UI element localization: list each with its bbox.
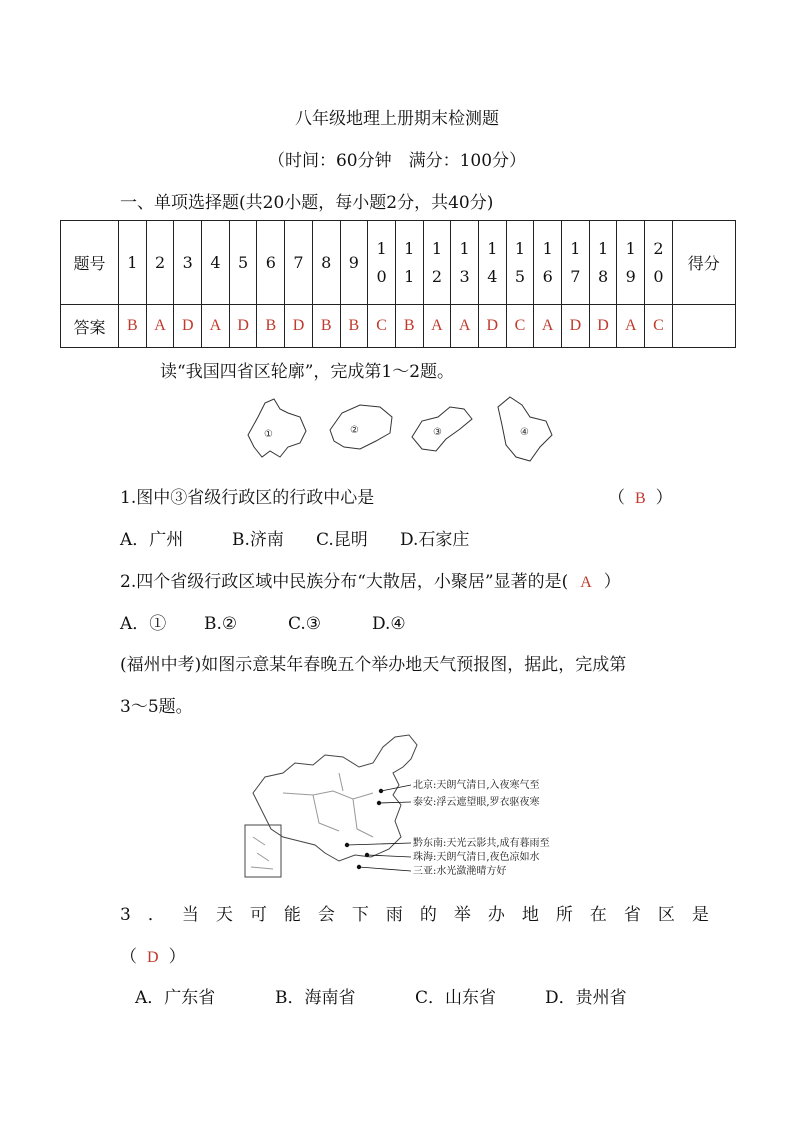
- question-1-stem: 1.图中③省级行政区的行政中心是: [120, 488, 375, 508]
- question-number-digit: 0: [376, 266, 387, 286]
- province-outline-2: [330, 405, 392, 449]
- section-heading: 一、单项选择题(共20小题，每小题2分，共40分): [120, 193, 494, 213]
- question-number-cell: [395, 221, 423, 305]
- answer-cell: D: [478, 305, 506, 348]
- answer-cell: B: [257, 305, 285, 348]
- option-c: C．山东省: [415, 988, 497, 1008]
- label-sanya: 三亚:水光潋滟晴方好: [413, 866, 507, 877]
- bracket-close: ）: [655, 488, 673, 508]
- question-number-digit: 2: [653, 238, 664, 258]
- question-number-cell: 3: [174, 221, 202, 305]
- label-beijing: 北京:天朗气清日,入夜寒气至: [413, 780, 540, 791]
- question-number-cell: 5: [229, 221, 257, 305]
- row-label-number: 题号: [61, 221, 119, 305]
- question-3-answer: D: [147, 949, 159, 966]
- question-number-digit: 7: [570, 266, 581, 286]
- question-number-cell: [423, 221, 451, 305]
- question-3-stem: 3．当天可能会下雨的举办地所在省区是: [120, 905, 726, 925]
- province-outline-3: [412, 407, 472, 451]
- label-taian: 泰安:浮云遮望眼,罗衣驱夜寒: [413, 797, 540, 808]
- bracket-open: （: [608, 488, 625, 508]
- question-number-digit: 1: [514, 238, 526, 258]
- question-number-digit: 4: [487, 266, 498, 286]
- question-2-options: [120, 609, 406, 634]
- question-2-answer: A: [580, 574, 592, 591]
- question-number-cell: [478, 221, 506, 305]
- answer-cell: C: [506, 305, 534, 348]
- score-label: 得分: [672, 221, 735, 305]
- question-number-cell: [506, 221, 534, 305]
- outline-label-1: ①: [264, 429, 273, 440]
- question-number-cell: 2: [146, 221, 174, 305]
- question-number-digit: 8: [597, 266, 609, 286]
- option-c: C.③: [288, 614, 322, 634]
- question-number-cell: [645, 221, 673, 305]
- answer-cell: A: [617, 305, 645, 348]
- question-number-digit: 6: [542, 266, 553, 286]
- option-a: A．广州: [120, 530, 184, 550]
- question-1-answer-bracket: [608, 483, 673, 508]
- question-2: [120, 567, 621, 592]
- question-3-options: [135, 983, 627, 1008]
- question-number-digit: 1: [487, 238, 498, 258]
- question-number-digit: 1: [542, 238, 553, 258]
- answer-cell: B: [312, 305, 340, 348]
- bracket-close: ）: [603, 572, 621, 592]
- answer-cell: A: [146, 305, 174, 348]
- table-row: [61, 305, 736, 348]
- option-c: C.昆明: [316, 530, 368, 550]
- question-number-digit: 1: [404, 266, 415, 286]
- question-number-digit: 1: [459, 238, 470, 258]
- answer-cell: D: [562, 305, 590, 348]
- question-number-cell: 9: [340, 221, 368, 305]
- question-number-digit: 3: [459, 266, 470, 286]
- table-row: [61, 221, 736, 305]
- question-number-cell: 1: [119, 221, 147, 305]
- china-outline: [253, 735, 417, 861]
- question-number-digit: 1: [597, 238, 609, 258]
- answer-cell: A: [451, 305, 479, 348]
- answer-cell: D: [589, 305, 617, 348]
- bracket-open: （: [120, 947, 137, 967]
- outline-label-4: ④: [520, 427, 529, 438]
- option-d: D．贵州省: [545, 988, 627, 1008]
- answer-cell: C: [645, 305, 673, 348]
- question-number-digit: 2: [431, 266, 442, 286]
- option-d: D.石家庄: [400, 530, 470, 550]
- question-number-digit: 1: [625, 238, 636, 258]
- province-outline-1: [248, 399, 306, 457]
- question-number-cell: 4: [202, 221, 230, 305]
- exam-info: （时间：60分钟 满分：100分）: [267, 151, 527, 171]
- question-number-cell: [451, 221, 479, 305]
- option-a: A．广东省: [135, 988, 216, 1008]
- answer-cell: A: [534, 305, 562, 348]
- option-a: A．①: [120, 614, 167, 634]
- question-3-answer-bracket: [120, 942, 186, 967]
- question-number-digit: 9: [625, 266, 636, 286]
- question-number-cell: 7: [285, 221, 313, 305]
- page-title: 八年级地理上册期末检测题: [295, 109, 499, 129]
- answer-cell: D: [229, 305, 257, 348]
- answer-cell: D: [174, 305, 202, 348]
- province-outlines-figure: [240, 395, 560, 470]
- option-b: B.济南: [232, 530, 284, 550]
- reading-prompt-2-line2: 3～5题。: [120, 697, 193, 717]
- question-number-digit: 1: [570, 238, 581, 258]
- question-number-digit: 1: [404, 238, 415, 258]
- question-number-cell: [617, 221, 645, 305]
- question-1-options: [120, 525, 469, 550]
- label-zhuhai: 珠海:天朗气清日,夜色凉如水: [413, 852, 540, 863]
- question-1-answer: B: [635, 490, 646, 507]
- answer-cell: B: [340, 305, 368, 348]
- question-number-cell: 6: [257, 221, 285, 305]
- row-label-answer: 答案: [61, 305, 119, 348]
- answer-cell: A: [202, 305, 230, 348]
- option-b: B．海南省: [275, 988, 356, 1008]
- label-qiandongnan: 黔东南:天光云影共,成有暮雨至: [413, 838, 550, 849]
- question-number-cell: [534, 221, 562, 305]
- answer-cell: B: [395, 305, 423, 348]
- option-b: B.②: [204, 614, 238, 634]
- weather-forecast-map: [243, 733, 615, 883]
- question-number-digit: 5: [514, 266, 526, 286]
- bracket-close: ）: [168, 947, 186, 967]
- question-2-stem: 2.四个省级行政区域中民族分布“大散居，小聚居”显著的是(: [120, 572, 569, 592]
- reading-prompt-1: 读“我国四省区轮廓”，完成第1～2题。: [160, 362, 455, 382]
- question-number-digit: 1: [431, 238, 442, 258]
- question-number-cell: 8: [312, 221, 340, 305]
- answer-table: [60, 220, 736, 348]
- answer-cell: A: [423, 305, 451, 348]
- question-number-cell: [562, 221, 590, 305]
- score-cell: [672, 305, 735, 348]
- reading-prompt-2-line1: (福州中考)如图示意某年春晚五个举办地天气预报图，据此，完成第: [120, 655, 627, 675]
- answer-cell: C: [368, 305, 396, 348]
- answer-cell: D: [285, 305, 313, 348]
- question-number-cell: [368, 221, 396, 305]
- south-china-sea-inset: [245, 825, 281, 877]
- answer-cell: B: [119, 305, 147, 348]
- question-number-digit: 1: [376, 238, 387, 258]
- option-d: D.④: [372, 614, 406, 634]
- question-number-cell: [589, 221, 617, 305]
- outline-label-2: ②: [350, 425, 359, 436]
- question-number-digit: 0: [653, 266, 664, 286]
- outline-label-3: ③: [433, 427, 442, 438]
